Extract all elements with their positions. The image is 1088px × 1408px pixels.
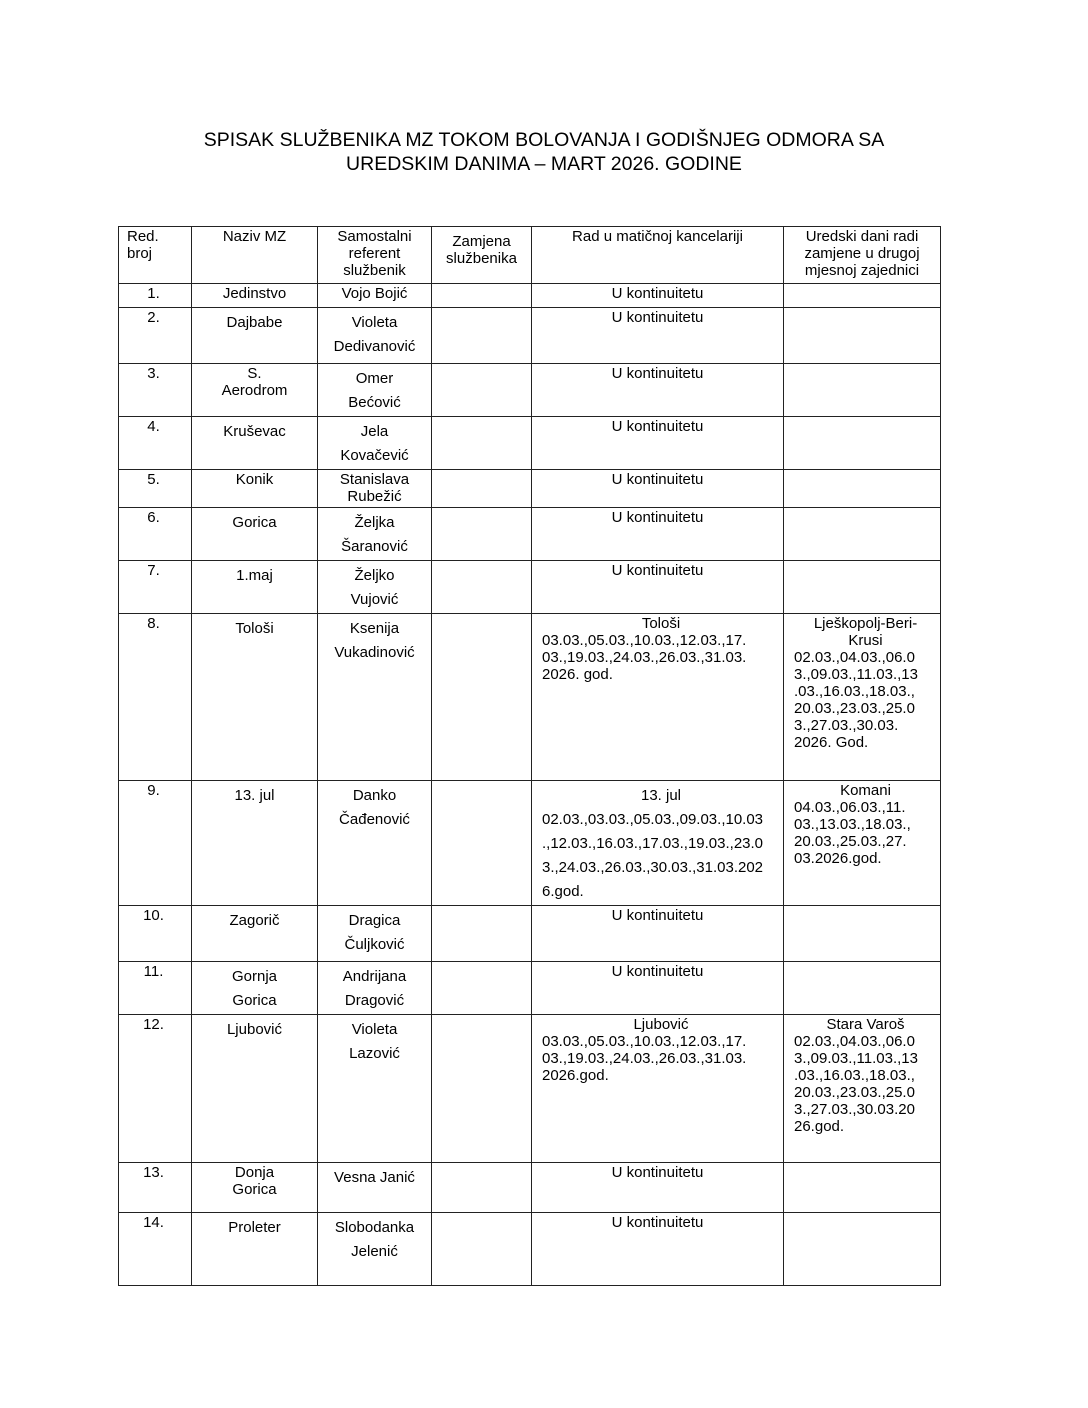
table-row bbox=[119, 1213, 941, 1286]
header-zamjena: Zamjena službenika bbox=[432, 227, 532, 284]
mz-name: 1.maj bbox=[192, 561, 318, 614]
row-number: 6. bbox=[119, 508, 192, 561]
referent-name: Jela Kovačević bbox=[318, 417, 432, 470]
row-number: 13. bbox=[119, 1163, 192, 1213]
office-work-heading: 13. jul bbox=[640, 787, 682, 804]
referent-name: Andrijana Dragović bbox=[318, 962, 432, 1015]
row-number: 1. bbox=[119, 284, 192, 308]
substitute-mz-name: Lješkopolj-Beri- Krusi bbox=[813, 615, 918, 649]
table-row bbox=[119, 1015, 941, 1163]
substitute-office-days bbox=[784, 308, 941, 364]
row-number: 5. bbox=[119, 470, 192, 508]
substitute-office-days bbox=[784, 1015, 941, 1163]
office-work bbox=[532, 1213, 784, 1286]
row-number: 12. bbox=[119, 1015, 192, 1163]
replacement bbox=[432, 962, 532, 1015]
replacement bbox=[432, 470, 532, 508]
substitute-dates: 02.03.,04.03.,06.0 3.,09.03.,11.03.,13 .03.,16.03.,18.03., 20.03.,23.03.,25.0 3.,27.03.,30.03.20 26.god. bbox=[794, 1033, 918, 1135]
office-work bbox=[532, 614, 784, 781]
table-row bbox=[119, 614, 941, 781]
office-work-heading: U kontinuitetu bbox=[611, 562, 704, 579]
header-naziv-mz: Naziv MZ bbox=[192, 227, 318, 284]
referent-name: Violeta Dedivanović bbox=[318, 308, 432, 364]
row-number: 4. bbox=[119, 417, 192, 470]
table-row bbox=[119, 781, 941, 906]
replacement bbox=[432, 417, 532, 470]
table-row bbox=[119, 962, 941, 1015]
substitute-office-days bbox=[784, 1213, 941, 1286]
office-work-heading: U kontinuitetu bbox=[611, 365, 704, 382]
substitute-office-days bbox=[784, 417, 941, 470]
substitute-mz-name: Stara Varoš bbox=[826, 1016, 905, 1033]
replacement bbox=[432, 308, 532, 364]
header-uredski-dani: Uredski dani radi zamjene u drugoj mjesnoj zajednici bbox=[784, 227, 941, 284]
substitute-office-days bbox=[784, 906, 941, 962]
header-red-broj: Red. broj bbox=[119, 227, 192, 284]
office-work bbox=[532, 781, 784, 906]
office-work-heading: U kontinuitetu bbox=[611, 907, 704, 924]
header-referent: Samostalni referent službenik bbox=[318, 227, 432, 284]
mz-name: Proleter bbox=[192, 1213, 318, 1286]
referent-name: Vojo Bojić bbox=[318, 284, 432, 308]
mz-name: Kruševac bbox=[192, 417, 318, 470]
referent-name: Violeta Lazović bbox=[318, 1015, 432, 1163]
substitute-office-days bbox=[784, 508, 941, 561]
office-work-dates: 03.03.,05.03.,10.03.,12.03.,17. 03.,19.03.,24.03.,26.03.,31.03. 2026.god. bbox=[542, 1033, 747, 1084]
replacement bbox=[432, 1015, 532, 1163]
referent-name: Omer Bećović bbox=[318, 364, 432, 417]
replacement bbox=[432, 781, 532, 906]
office-work bbox=[532, 962, 784, 1015]
referent-name: Vesna Janić bbox=[318, 1163, 432, 1213]
office-work bbox=[532, 508, 784, 561]
row-number: 10. bbox=[119, 906, 192, 962]
replacement bbox=[432, 508, 532, 561]
mz-name: Zagorič bbox=[192, 906, 318, 962]
row-number: 3. bbox=[119, 364, 192, 417]
office-work bbox=[532, 906, 784, 962]
table-row bbox=[119, 364, 941, 417]
mz-name: Ljubović bbox=[192, 1015, 318, 1163]
table-row bbox=[119, 308, 941, 364]
office-work bbox=[532, 561, 784, 614]
table-row bbox=[119, 284, 941, 308]
substitute-office-days bbox=[784, 781, 941, 906]
row-number: 9. bbox=[119, 781, 192, 906]
replacement bbox=[432, 561, 532, 614]
office-work-heading: U kontinuitetu bbox=[611, 285, 704, 302]
replacement bbox=[432, 284, 532, 308]
substitute-office-days bbox=[784, 962, 941, 1015]
office-work-heading: U kontinuitetu bbox=[611, 309, 704, 326]
mz-name: Dajbabe bbox=[192, 308, 318, 364]
substitute-dates: 04.03.,06.03.,11. 03.,13.03.,18.03., 20.03.,25.03.,27. 03.2026.god. bbox=[794, 799, 911, 867]
referent-name: Dragica Čuljković bbox=[318, 906, 432, 962]
employee-table bbox=[118, 226, 941, 1286]
table-row bbox=[119, 508, 941, 561]
substitute-dates: 02.03.,04.03.,06.0 3.,09.03.,11.03.,13 .03.,16.03.,18.03., 20.03.,23.03.,25.0 3.,27.03.,30.03. 2026. God. bbox=[794, 649, 918, 751]
table-row bbox=[119, 561, 941, 614]
substitute-office-days bbox=[784, 470, 941, 508]
substitute-office-days bbox=[784, 614, 941, 781]
row-number: 8. bbox=[119, 614, 192, 781]
substitute-office-days bbox=[784, 1163, 941, 1213]
mz-name: Gorica bbox=[192, 508, 318, 561]
replacement bbox=[432, 1163, 532, 1213]
referent-name: Ksenija Vukadinović bbox=[318, 614, 432, 781]
office-work-heading: U kontinuitetu bbox=[611, 418, 704, 435]
office-work-heading: U kontinuitetu bbox=[611, 1164, 704, 1181]
office-work-heading: U kontinuitetu bbox=[611, 1214, 704, 1231]
mz-name: Jedinstvo bbox=[192, 284, 318, 308]
table-row bbox=[119, 906, 941, 962]
mz-name: S. Aerodrom bbox=[192, 364, 318, 417]
mz-name: Konik bbox=[192, 470, 318, 508]
office-work bbox=[532, 364, 784, 417]
office-work bbox=[532, 417, 784, 470]
office-work-heading: U kontinuitetu bbox=[611, 471, 704, 488]
mz-name: Tološi bbox=[192, 614, 318, 781]
document-title: SPISAK SLUŽBENIKA MZ TOKOM BOLOVANJA I GODIŠNJEG ODMORA SA UREDSKIM DANIMA – MART 2026. GODINE bbox=[203, 129, 885, 175]
referent-name: Danko Čađenović bbox=[318, 781, 432, 906]
office-work bbox=[532, 308, 784, 364]
row-number: 7. bbox=[119, 561, 192, 614]
replacement bbox=[432, 614, 532, 781]
replacement bbox=[432, 1213, 532, 1286]
table-row bbox=[119, 470, 941, 508]
substitute-office-days bbox=[784, 561, 941, 614]
substitute-office-days bbox=[784, 284, 941, 308]
office-work bbox=[532, 1015, 784, 1163]
referent-name: Željka Šaranović bbox=[318, 508, 432, 561]
table-row bbox=[119, 417, 941, 470]
referent-name: Slobodanka Jelenić bbox=[318, 1213, 432, 1286]
row-number: 14. bbox=[119, 1213, 192, 1286]
office-work bbox=[532, 284, 784, 308]
office-work bbox=[532, 470, 784, 508]
office-work bbox=[532, 1163, 784, 1213]
replacement bbox=[432, 906, 532, 962]
office-work-heading: Ljubović bbox=[633, 1016, 689, 1033]
table-row bbox=[119, 1163, 941, 1213]
mz-name: Gornja Gorica bbox=[192, 962, 318, 1015]
office-work-heading: U kontinuitetu bbox=[611, 509, 704, 526]
table-header-row bbox=[119, 227, 941, 284]
substitute-mz-name: Komani bbox=[840, 782, 891, 799]
substitute-office-days bbox=[784, 364, 941, 417]
mz-name: 13. jul bbox=[192, 781, 318, 906]
office-work-heading: U kontinuitetu bbox=[611, 963, 704, 980]
referent-name: Željko Vujović bbox=[318, 561, 432, 614]
mz-name: Donja Gorica bbox=[192, 1163, 318, 1213]
replacement bbox=[432, 364, 532, 417]
office-work-dates: 03.03.,05.03.,10.03.,12.03.,17. 03.,19.03.,24.03.,26.03.,31.03. 2026. god. bbox=[542, 632, 747, 683]
row-number: 2. bbox=[119, 308, 192, 364]
referent-name: Stanislava Rubežić bbox=[318, 470, 432, 508]
row-number: 11. bbox=[119, 962, 192, 1015]
header-rad: Rad u matičnoj kancelariji bbox=[532, 227, 784, 284]
office-work-dates: 02.03.,03.03.,05.03.,09.03.,10.03 .,12.03.,16.03.,17.03.,19.03.,23.0 3.,24.03.,26.03.,30.03.,31.03.202 6.god. bbox=[542, 811, 764, 900]
office-work-heading: Tološi bbox=[641, 615, 681, 632]
